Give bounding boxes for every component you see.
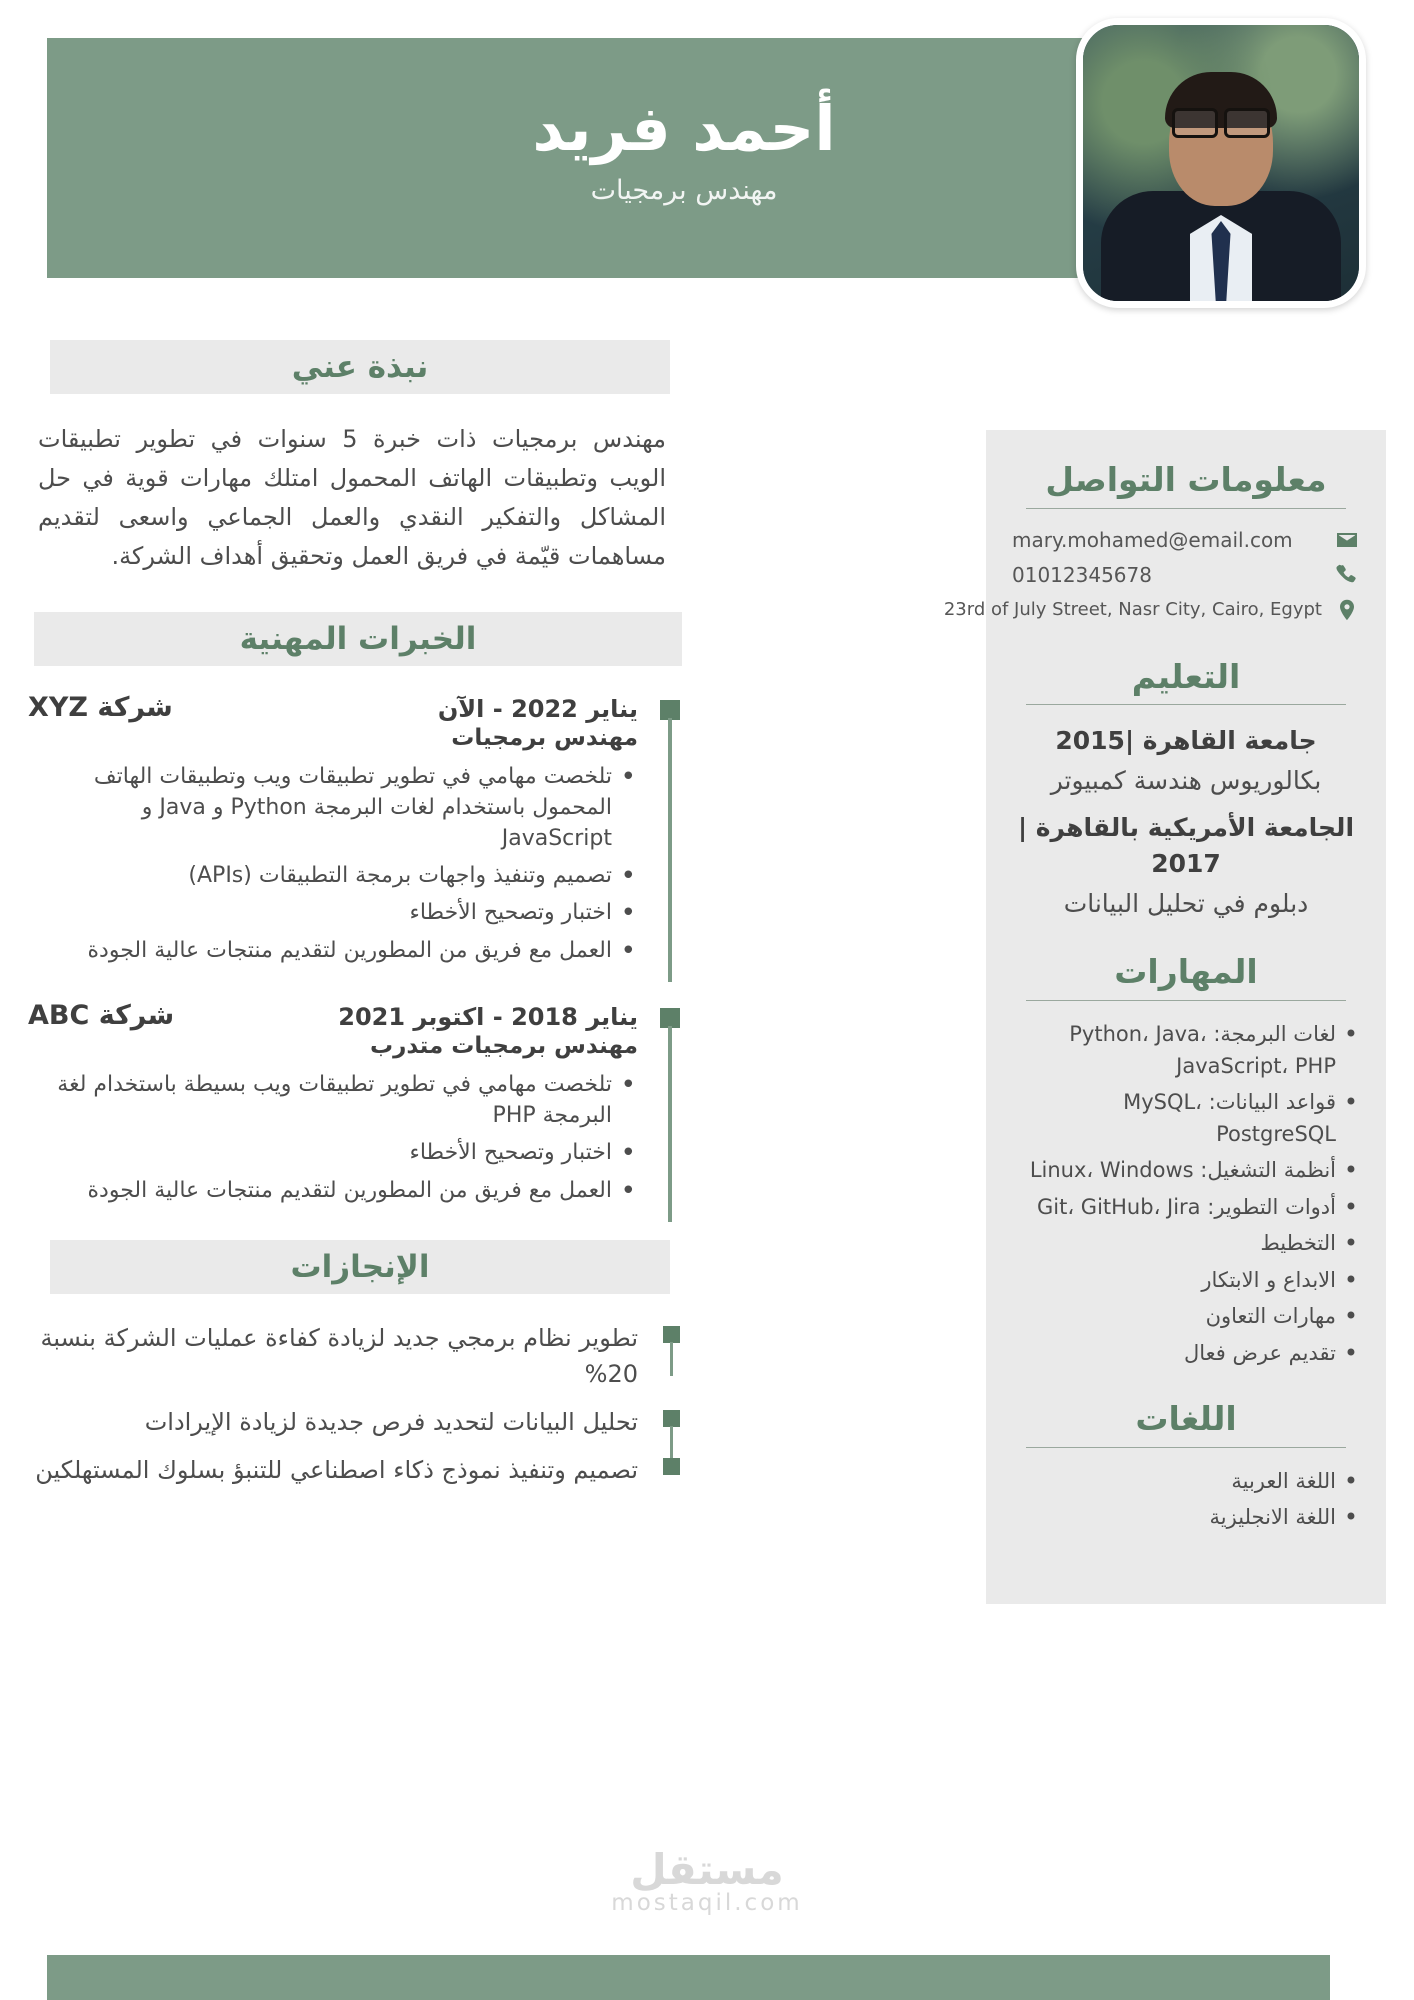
location-pin-icon [1334,597,1360,623]
divider [1026,1447,1346,1448]
list-item: • لغات البرمجة: Python، Java، JavaScript، PHP [1012,1019,1360,1082]
achievement-text: تحليل البيانات لتحديد فرص جديدة لزيادة الإيرادات [144,1407,638,1436]
languages-list [1012,1466,1360,1534]
section-header-education: التعليم [1131,656,1241,696]
experience-date: يناير 2018 - اكتوبر 2021 [338,1002,638,1031]
contact-list [943,527,1360,623]
contact-email-value: mary.mohamed@email.com [1012,527,1293,552]
list-item: • قواعد البيانات: MySQL، PostgreSQL [1012,1087,1360,1150]
footer-band [47,1955,1330,2000]
experience-role: مهندس برمجيات [451,724,638,751]
watermark [0,1845,1414,1916]
experience-bullet: • العمل مع فريق من المطورين لتقديم منتجات عالية الجودة [28,1175,638,1206]
experience-bullet: • تلخصت مهامي في تطوير تطبيقات ويب وتطبيقات الهاتف المحمول باستخدام لغات البرمجة Python و Java و JavaScript [28,761,638,855]
section-header-about: نبذة عني [50,340,670,394]
timeline-marker-icon [663,1410,680,1427]
divider [1026,508,1346,509]
experience-bullet: • تصميم وتنفيذ واجهات برمجة التطبيقات (APIs) [28,860,638,891]
experience-item [28,692,638,966]
avatar [1076,18,1366,308]
contact-phone-value: 01012345678 [1012,562,1152,587]
list-item: • اللغة الانجليزية [1012,1502,1360,1534]
page-title: أحمد فريد [532,92,836,165]
section-header-languages: اللغات [1135,1399,1237,1439]
skills-list [1012,1019,1360,1369]
timeline-line [668,718,672,982]
section-header-skills: المهارات [1114,952,1258,992]
education-list [1012,723,1360,922]
experience-date: يناير 2022 - الآن [437,694,638,723]
section-header-achievements: الإنجازات [50,1240,670,1294]
achievement-item [28,1452,638,1488]
contact-row-phone[interactable] [1012,562,1360,588]
experience-bullet: • اختبار وتصحيح الأخطاء [28,1137,638,1168]
education-institution: جامعة القاهرة |2015 [1055,726,1317,756]
experience-bullets [28,1069,638,1206]
achievements-list [28,1320,688,1488]
timeline-line [670,1426,673,1460]
job-title: مهندس برمجيات [590,175,778,206]
achievement-item [28,1404,638,1440]
timeline-marker-icon [663,1458,680,1475]
achievement-text: تصميم وتنفيذ نموذج ذكاء اصطناعي للتنبؤ بسلوك المستهلكين [35,1455,638,1484]
divider [1026,704,1346,705]
education-degree: بكالوريوس هندسة كمبيوتر [1050,766,1322,796]
list-item: • أدوات التطوير: Git، GitHub، Jira [1012,1192,1360,1224]
list-item: • تقديم عرض فعال [1012,1338,1360,1370]
experience-list [28,692,688,1206]
experience-company: شركة ABC [28,999,175,1031]
section-header-contact: معلومات التواصل [1045,460,1327,499]
avatar-suit [1101,191,1341,301]
watermark-arabic: مستقل [630,1845,784,1894]
experience-bullets [28,761,638,966]
list-item: • اللغة العربية [1012,1466,1360,1498]
contact-row-email[interactable] [1012,527,1360,553]
education-institution: الجامعة الأمريكية بالقاهرة | 2017 [1017,812,1355,878]
achievement-item [28,1320,638,1392]
experience-bullet: • تلخصت مهامي في تطوير تطبيقات ويب بسيطة باستخدام لغة البرمجة PHP [28,1069,638,1131]
divider [1026,1000,1346,1001]
timeline-marker-icon [660,1008,680,1028]
timeline-marker-icon [663,1326,680,1343]
contact-row-address[interactable] [943,597,1360,623]
experience-company: شركة XYZ [28,691,173,723]
timeline-marker-icon [660,700,680,720]
timeline-line [670,1342,673,1376]
timeline-line [668,1026,672,1222]
experience-bullet: • العمل مع فريق من المطورين لتقديم منتجات عالية الجودة [28,935,638,966]
experience-item [28,1000,638,1206]
sidebar [943,430,1386,1604]
about-body: مهندس برمجيات ذات خبرة 5 سنوات في تطوير تطبيقات الويب وتطبيقات الهاتف المحمول امتلك مهارات قوية في حل المشاكل والتفكير النقدي والعمل الجماعي واسعى لتقديم مساهمات قيّمة في فريق العمل وتحقيق أهداف الشركة. [38,425,666,570]
experience-bullet: • اختبار وتصحيح الأخطاء [28,897,638,928]
avatar-glasses [1172,108,1270,132]
list-item: • الابداع و الابتكار [1012,1265,1360,1297]
list-item: • أنظمة التشغيل: Linux، Windows [1012,1155,1360,1187]
education-degree: دبلوم في تحليل البيانات [1063,889,1309,919]
phone-icon [1334,562,1360,588]
experience-role: مهندس برمجيات متدرب [369,1032,638,1059]
list-item: • التخطيط [1012,1228,1360,1260]
envelope-icon [1334,527,1360,553]
achievement-text: تطوير نظام برمجي جديد لزيادة كفاءة عمليات الشركة بنسبة 20% [40,1323,638,1388]
contact-address-value: 23rd of July Street, Nasr City, Cairo, Egypt [943,599,1322,621]
section-header-experience: الخبرات المهنية [34,612,682,666]
list-item: • مهارات التعاون [1012,1301,1360,1333]
main-column [28,340,688,1500]
watermark-latin: mostaqil.com [611,1890,803,1916]
